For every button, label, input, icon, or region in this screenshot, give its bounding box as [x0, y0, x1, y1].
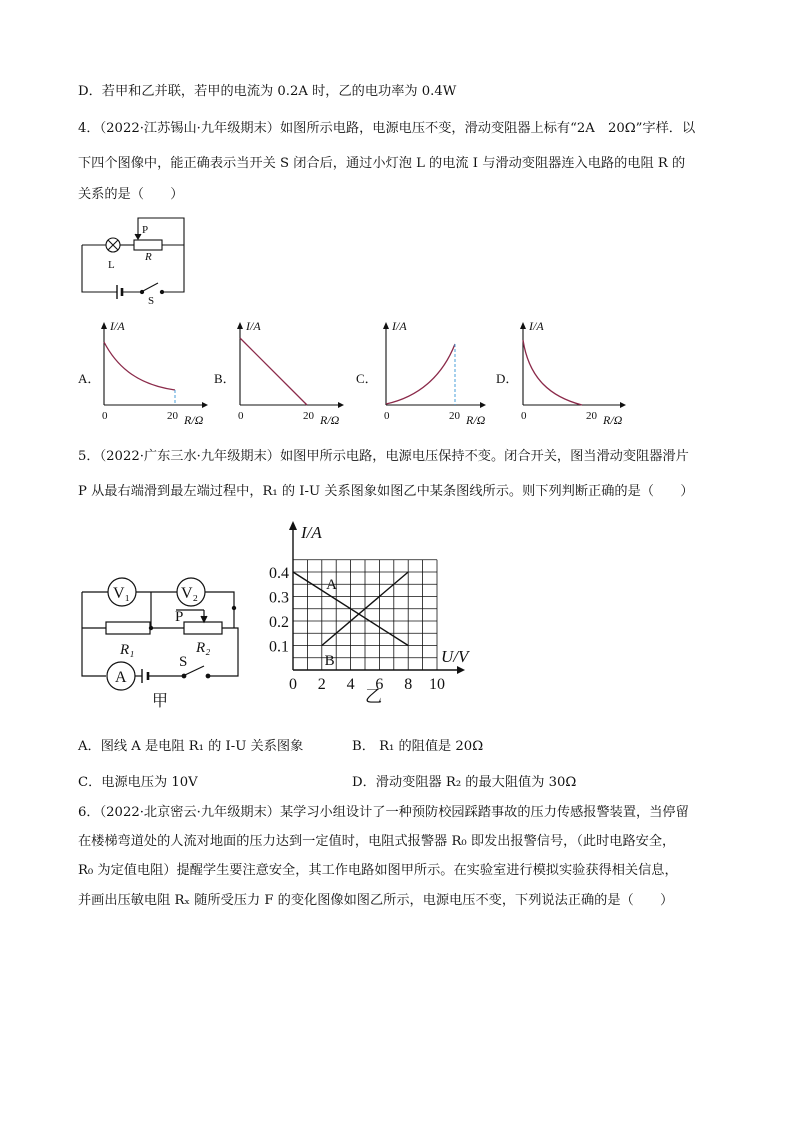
q4-slider-label: P: [142, 224, 149, 236]
tick-label-20: 20: [449, 410, 460, 422]
q4-text-line-1: 4．（2022·江苏锡山·九年级期末）如图所示电路，电源电压不变，滑动变阻器上标有“2A 20Ω”字样．以: [78, 121, 696, 136]
x-axis-arrow: [620, 402, 626, 408]
y-tick-label: 0.2: [269, 614, 289, 631]
q5-v1-label: V₁: [113, 585, 131, 602]
q5-ammeter-label: A: [115, 669, 127, 686]
q4-graph-option-label: D．: [496, 371, 519, 386]
i-r-curve: [104, 342, 175, 390]
q5-text-line-2: P 从最右端滑到最左端过程中，R₁ 的 I-U 关系图象如图乙中某条图线所示。则下列判断正确的是（ ）: [78, 484, 694, 499]
x-axis-label: U/V: [441, 647, 469, 666]
tick-label-20: 20: [303, 410, 314, 422]
x-axis-label: R/Ω: [320, 413, 340, 427]
i-r-curve: [523, 340, 582, 405]
y-axis-label: I/A: [529, 319, 544, 333]
q4-text-line-2: 下四个图像中，能正确表示当开关 S 闭合后，通过小灯泡 L 的电流 I 与滑动变阻器连入电路的电阻 R 的: [78, 156, 686, 171]
q4-rheostat-label: R: [145, 251, 152, 263]
q5-slider-label: P: [175, 609, 184, 625]
y-axis-label: I/A: [392, 319, 407, 333]
q5-option-b: B． R₁ 的阻值是 20Ω: [352, 739, 484, 754]
origin-label: 0: [521, 410, 527, 422]
q5-r2-label: R₂: [196, 640, 211, 656]
origin-label: 0: [238, 410, 244, 422]
q4-graph-option-label: B．: [214, 371, 236, 386]
q5-v2-label: V₂: [181, 585, 199, 602]
x-axis-arrow: [202, 402, 208, 408]
series-label-b: B: [324, 653, 335, 670]
q5-circuit-diagram: [78, 572, 243, 712]
q4-text-line-3: 关系的是（ ）: [78, 187, 184, 202]
q5-r1-label: R₁: [120, 642, 135, 658]
q4-switch-label: S: [148, 295, 155, 307]
figure-caption-yi: 乙: [365, 687, 382, 706]
q5-option-a: A．图线 A 是电阻 R₁ 的 I-U 关系图象: [78, 739, 304, 754]
q5-option-d: D．滑动变阻器 R₂ 的最大阻值为 30Ω: [352, 775, 577, 790]
x-tick-label: 6: [375, 676, 384, 693]
y-tick-label: 0.3: [269, 589, 289, 607]
q4-graph-option-a: [78, 317, 218, 437]
tick-label-20: 20: [167, 410, 178, 422]
x-axis-arrow: [338, 402, 344, 408]
q6-text-line-2: 在楼梯弯道处的人流对地面的压力达到一定值时，电阻式报警器 R₀ 即发出报警信号，（此时电路安全，: [78, 834, 676, 849]
x-tick-label: 8: [404, 676, 413, 693]
y-axis-label: I/A: [110, 319, 125, 333]
origin-label: 0: [102, 410, 108, 422]
i-r-curve: [240, 338, 307, 405]
y-axis-arrow: [237, 322, 243, 329]
x-tick-label: 10: [429, 676, 445, 693]
q5-text-line-1: 5．（2022·广东三水·九年级期末）如图甲所示电路，电源电压保持不变。闭合开关，图当滑动变阻器滑片: [78, 449, 689, 464]
q4-graph-option-c: [356, 317, 496, 437]
q4-lamp-label: L: [108, 259, 115, 271]
q4-circuit-diagram: [74, 212, 194, 307]
i-r-curve: [386, 344, 455, 404]
y-axis-arrow: [383, 322, 389, 329]
y-axis-label: I/A: [301, 523, 322, 542]
y-tick-label: 0.1: [269, 638, 289, 656]
q4-graph-option-label: A．: [78, 371, 101, 386]
origin-label: 0: [384, 410, 390, 422]
x-tick-label: 0: [289, 676, 297, 693]
q4-graph-option-d: [496, 317, 636, 437]
y-axis-arrow: [520, 322, 526, 329]
y-axis-arrow: [101, 322, 107, 329]
x-axis-label: R/Ω: [466, 413, 486, 427]
q4-graph-option-label: C．: [356, 371, 378, 386]
q5-iu-chart: [255, 518, 485, 708]
q6-text-line-1: 6．（2022·北京密云·九年级期末）某学习小组设计了一种预防校园踩踏事故的压力传感报警装置，当停留: [78, 805, 689, 820]
q5-switch-label: S: [179, 654, 188, 670]
x-tick-label: 4: [346, 676, 355, 693]
tick-label-20: 20: [586, 410, 597, 422]
y-tick-label: 0.4: [269, 565, 289, 582]
y-axis-arrow: [289, 521, 297, 530]
x-axis-arrow: [480, 402, 486, 408]
x-tick-label: 2: [317, 676, 326, 693]
q5-option-c: C．电源电压为 10V: [78, 775, 198, 790]
q4-graph-option-b: [214, 317, 354, 437]
q5-figure-caption-jia: 甲: [152, 693, 169, 710]
x-axis-label: R/Ω: [603, 413, 623, 427]
q6-text-line-4: 并画出压敏电阻 Rₓ 随所受压力 F 的变化图像如图乙所示，电源电压不变，下列说法正确的是（ ）: [78, 893, 674, 908]
x-axis-label: R/Ω: [184, 413, 204, 427]
series-label-a: A: [326, 577, 337, 594]
q6-text-line-3: R₀ 为定值电阻）提醒学生要注意安全，其工作电路如图甲所示。在实验室进行模拟实验获得相关信息，: [78, 863, 678, 878]
y-axis-label: I/A: [246, 319, 261, 333]
q3-option-d: D．若甲和乙并联，若甲的电流为 0.2A 时，乙的电功率为 0.4W: [78, 84, 457, 99]
x-axis-arrow: [457, 666, 465, 674]
